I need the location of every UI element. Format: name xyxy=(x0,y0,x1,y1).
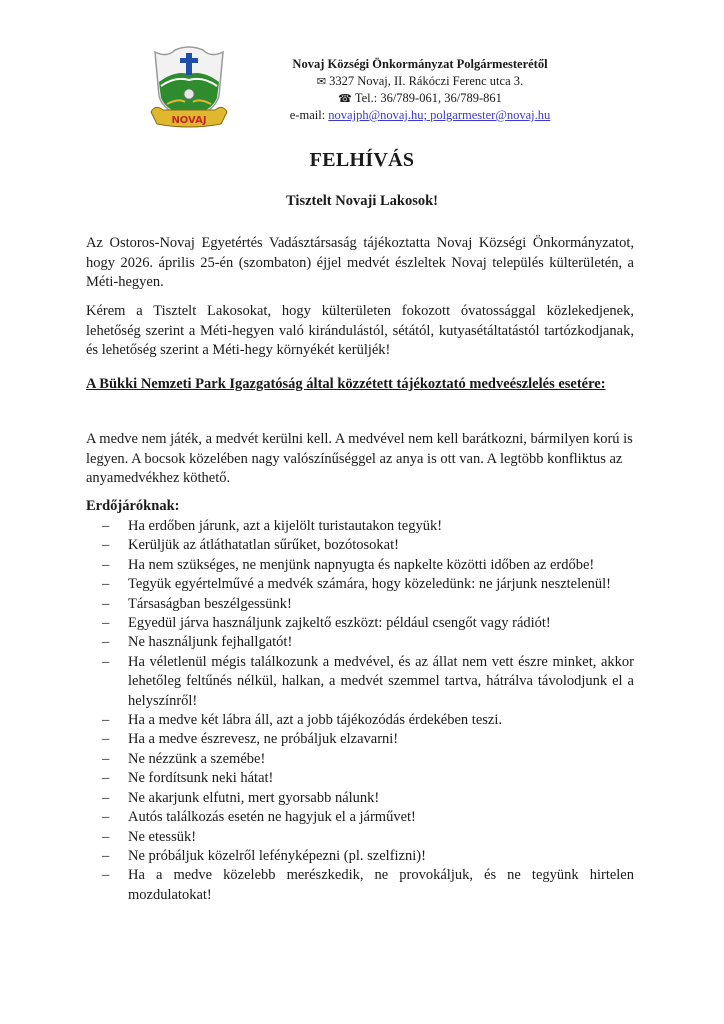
list-item-text: Ne nézzünk a szemébe! xyxy=(128,750,266,767)
dash-bullet-icon: – xyxy=(102,556,110,573)
list-item xyxy=(86,828,634,847)
phone-line xyxy=(250,90,590,107)
list-item xyxy=(86,614,634,633)
address-line xyxy=(250,73,590,90)
list-item xyxy=(86,556,634,575)
list-item-text: Ne próbáljuk közelről lefényképezni (pl. szelfizni)! xyxy=(128,847,426,864)
list-item-text: Egyedül járva használjunk zajkeltő eszközt: például csengőt vagy rádiót! xyxy=(128,615,551,632)
list-item-text: Társaságban beszélgessünk! xyxy=(128,595,292,612)
list-item xyxy=(86,633,634,652)
organization-name: Novaj Községi Önkormányzat Polgármesterétől xyxy=(292,57,548,71)
tips-title: Erdőjáróknak: xyxy=(86,498,180,514)
list-item xyxy=(86,575,634,594)
cross-icon xyxy=(186,53,192,75)
tips-list xyxy=(86,517,634,905)
list-item-text: Ne etessük! xyxy=(128,828,197,845)
list-item xyxy=(86,595,634,614)
list-item xyxy=(86,730,634,749)
list-item xyxy=(86,769,634,788)
dash-bullet-icon: – xyxy=(102,576,110,593)
dash-bullet-icon: – xyxy=(102,615,110,632)
letterhead xyxy=(250,56,590,124)
dash-bullet-icon: – xyxy=(102,653,110,670)
salutation: Tisztelt Novaji Lakosok! xyxy=(286,193,438,209)
telephone-icon: ☎ xyxy=(338,92,352,105)
list-item xyxy=(86,847,634,866)
dash-bullet-icon: – xyxy=(102,712,110,729)
envelope-icon: ✉ xyxy=(316,75,327,88)
list-item xyxy=(86,653,634,711)
list-item-text: Ha erdőben járunk, azt a kijelölt turistautakon tegyük! xyxy=(128,518,443,534)
email-link[interactable]: novajph@novaj.hu; polgarmester@novaj.hu xyxy=(328,108,551,122)
dash-bullet-icon: – xyxy=(102,789,110,806)
list-item xyxy=(86,750,634,769)
list-item-text: Ha a medve észrevesz, ne próbáljuk elzavarni! xyxy=(128,731,399,748)
list-item-text: Kerüljük az átláthatatlan sűrűket, bozótosokat! xyxy=(128,537,399,554)
general-paragraph: A medve nem játék, a medvét kerülni kell. A medvével nem kell barátkozni, bármilyen korú is legyen. A bocsok közelében nagy valószínűséggel az anya is ott van. A legtöbb konfliktus az anyamedvékhez köthető. xyxy=(86,431,633,487)
coat-of-arms-logo xyxy=(145,44,233,130)
list-item-text: Ne fordítsunk neki hátat! xyxy=(128,770,274,787)
section-heading: A Bükki Nemzeti Park Igazgatóság által közzétett tájékoztató medveészlelés esetére: xyxy=(86,376,606,392)
dash-bullet-icon: – xyxy=(102,634,110,651)
list-item-text: Ha nem szükséges, ne menjünk napnyugta és napkelte közötti időben az erdőbe! xyxy=(128,556,595,573)
list-item xyxy=(86,866,634,905)
list-item-text: Ha véletlenül mégis találkozunk a medvével, és az állat nem vett észre minket, akkor lehetőleg feltűnés nélkül, halkan, a medvét szemmel tartva, hátrálva távolodjunk el a helyszínről! xyxy=(128,653,634,709)
request-paragraph: Kérem a Tisztelt Lakosokat, hogy külterületen fokozott óvatossággal közlekedjenek, lehetőség szerint a Méti-hegyen való kirándulástól, sétától, kutyasétáltatástól tartózkodjanak, és lehetőség szerint a Méti-hegy környékét kerüljék! xyxy=(86,303,634,359)
dash-bullet-icon: – xyxy=(102,537,110,554)
list-item xyxy=(86,711,634,730)
dash-bullet-icon: – xyxy=(102,750,110,767)
email-label: e-mail: xyxy=(289,108,326,122)
list-item xyxy=(86,789,634,808)
phone-text: Tel.: 36/789-061, 36/789-861 xyxy=(354,91,502,105)
dash-bullet-icon: – xyxy=(102,828,110,845)
dash-bullet-icon: – xyxy=(102,770,110,787)
list-item-text: Ha a medve két lábra áll, azt a jobb tájékozódás érdekében teszi. xyxy=(128,712,503,729)
list-item xyxy=(86,517,634,536)
list-item-text: Autós találkozás esetén ne hagyjuk el a járművet! xyxy=(128,809,416,826)
dash-bullet-icon: – xyxy=(102,847,110,864)
dash-bullet-icon: – xyxy=(102,867,110,884)
email-line xyxy=(250,107,590,124)
dash-bullet-icon: – xyxy=(102,518,110,534)
intro-paragraph: Az Ostoros-Novaj Egyetértés Vadásztársaság tájékoztatta Novaj Községi Önkormányzatot, hogy 2026. április 25-én (szombaton) éjjel medvét észleltek Novaj település külterületén, a Méti-hegyen. xyxy=(86,235,634,291)
dash-bullet-icon: – xyxy=(102,809,110,826)
list-item xyxy=(86,808,634,827)
list-item-text: Tegyük egyértelművé a medvék számára, hogy közeledünk: ne járjunk nesztelenül! xyxy=(128,576,611,593)
address-text: 3327 Novaj, II. Rákóczi Ferenc utca 3. xyxy=(329,74,524,88)
list-item xyxy=(86,536,634,555)
dash-bullet-icon: – xyxy=(102,731,110,748)
list-item-text: Ne akarjunk elfutni, mert gyorsabb nálunk! xyxy=(128,789,380,806)
document-title: FELHÍVÁS xyxy=(309,149,415,171)
logo-text: NOVAJ xyxy=(171,115,207,126)
list-item-text: Ha a medve közelebb merészkedik, ne provokáljuk, és ne tegyünk hirtelen mozdulatokat! xyxy=(128,867,634,903)
list-item-text: Ne használjunk fejhallgatót! xyxy=(128,634,293,651)
grapes-icon xyxy=(184,89,194,99)
dash-bullet-icon: – xyxy=(102,595,110,612)
